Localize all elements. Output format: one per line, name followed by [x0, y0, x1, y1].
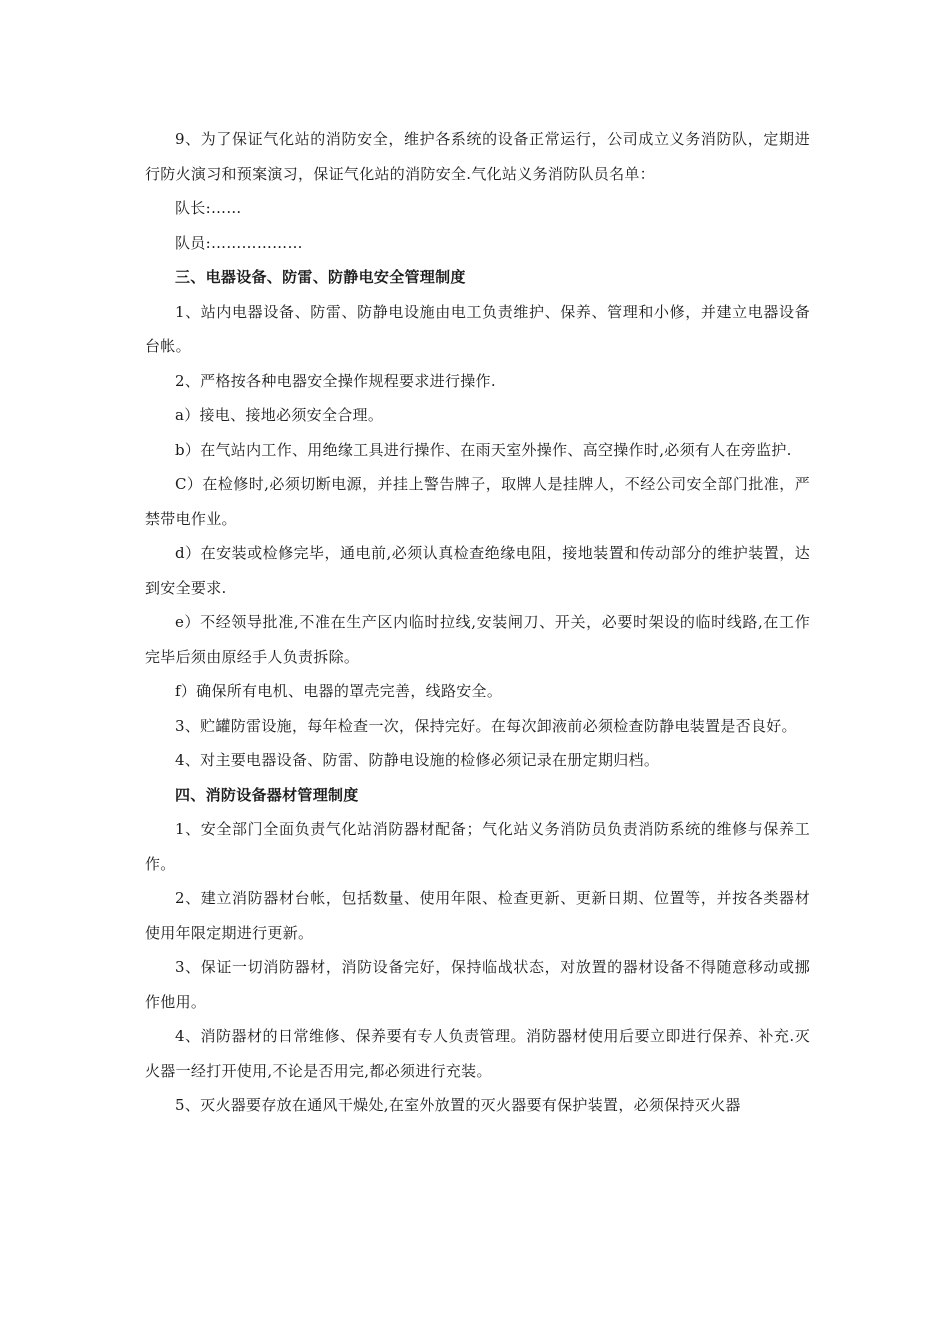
paragraph-item-9: 9、为了保证气化站的消防安全，维护各系统的设备正常运行，公司成立义务消防队，定期进行防火演习和预案演习，保证气化站的消防安全.气化站义务消防队员名单：: [145, 130, 810, 183]
section-heading-fire-equipment: 四、消防设备器材管理制度: [175, 785, 359, 804]
paragraph-item: 5、灭火器要存放在通风干燥处,在室外放置的灭火器要有保护装置，必须保持灭火器: [175, 1096, 741, 1114]
paragraph-item: 1、站内电器设备、防雷、防静电设施由电工负责维护、保养、管理和小修，并建立电器设备台帐。: [145, 302, 810, 355]
section-heading-electrical: 三、电器设备、防雷、防静电安全管理制度: [175, 268, 466, 286]
paragraph-subitem: f）确保所有电机、电器的罩壳完善，线路安全。: [175, 682, 503, 700]
team-leader-line: 队长:……: [175, 199, 242, 217]
paragraph-subitem: b）在气站内工作、用绝缘工具进行操作、在雨天室外操作、高空操作时,必须有人在旁监护.: [175, 440, 792, 459]
paragraph-subitem: C）在检修时,必须切断电源，并挂上警告牌子，取牌人是挂牌人，不经公司安全部门批准，严禁带电作业。: [145, 475, 810, 528]
paragraph-item: 4、对主要电器设备、防雷、防静电设施的检修必须记录在册定期归档。: [175, 751, 660, 769]
paragraph-subitem: d）在安装或检修完毕，通电前,必须认真检查绝缘电阻，接地装置和传动部分的维护装置，达到安全要求.: [145, 544, 810, 597]
paragraph-item: 4、消防器材的日常维修、保养要有专人负责管理。消防器材使用后要立即进行保养、补充.灭火器一经打开使用,不论是否用完,都必须进行充装。: [145, 1027, 810, 1080]
paragraph-subitem: e）不经领导批准,不准在生产区内临时拉线,安装闸刀、开关，必要时架设的临时线路,在工作完毕后须由原经手人负责拆除。: [145, 613, 810, 666]
document-body: [145, 122, 810, 1123]
paragraph-item: 1、安全部门全面负责气化站消防器材配备；气化站义务消防员负责消防系统的维修与保养工作。: [145, 820, 810, 873]
paragraph-item: 3、保证一切消防器材，消防设备完好，保持临战状态，对放置的器材设备不得随意移动或挪作他用。: [145, 958, 810, 1011]
paragraph-item: 3、贮罐防雷设施，每年检查一次，保持完好。在每次卸液前必须检查防静电装置是否良好。: [175, 716, 797, 735]
paragraph-subitem: a）接电、接地必须安全合理。: [175, 406, 384, 424]
paragraph-item: 2、建立消防器材台帐，包括数量、使用年限、检查更新、更新日期、位置等，并按各类器材使用年限定期进行更新。: [145, 889, 810, 942]
team-member-line: 队员:………………: [175, 233, 303, 252]
paragraph-item: 2、严格按各种电器安全操作规程要求进行操作.: [175, 371, 496, 390]
